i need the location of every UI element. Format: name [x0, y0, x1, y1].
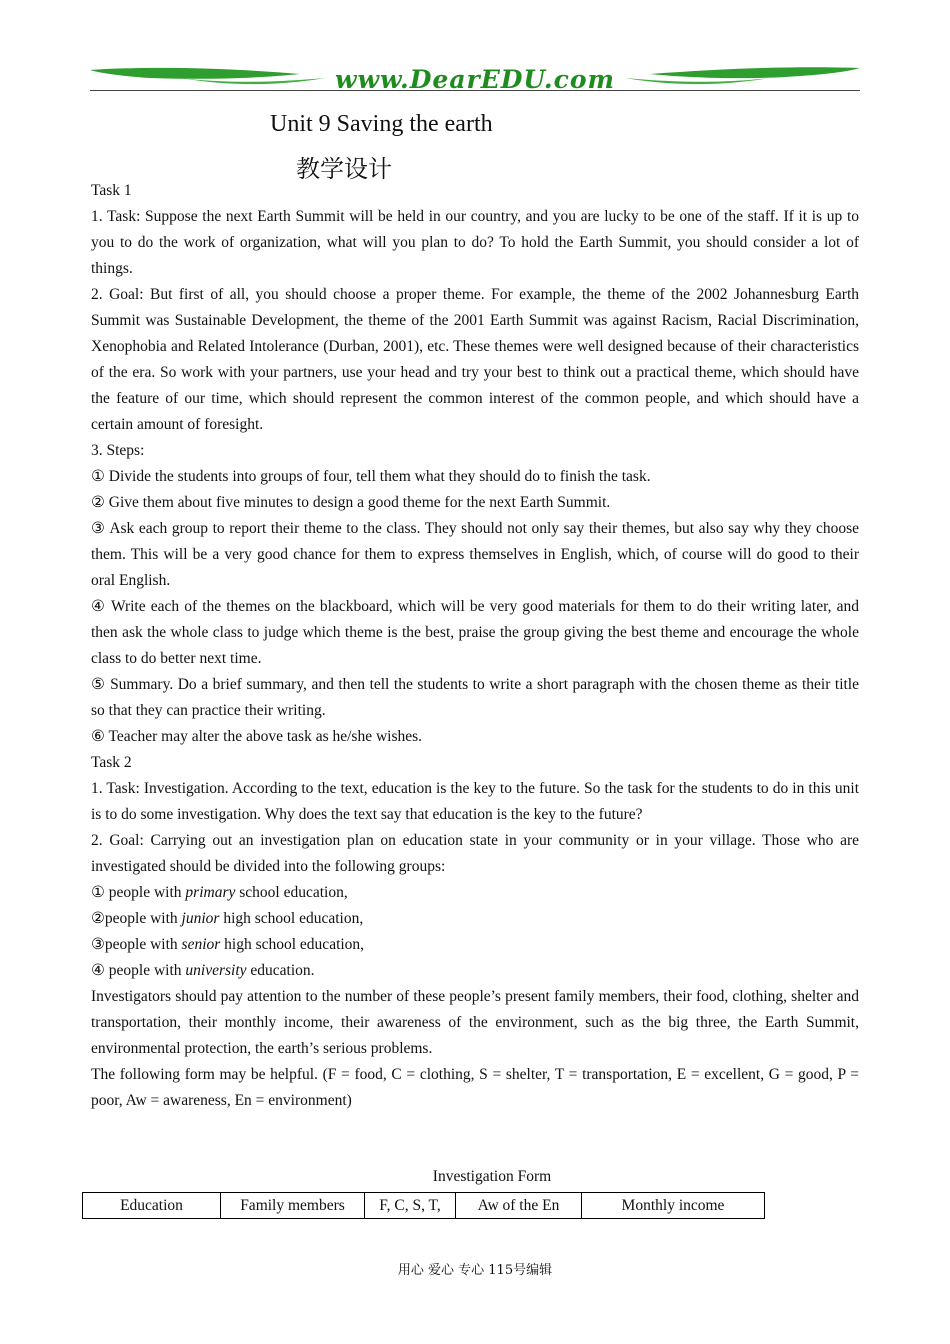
table-header-cell: Education — [83, 1193, 221, 1219]
table-header-cell: Family members — [221, 1193, 365, 1219]
page-subtitle: 教学设计 — [296, 155, 392, 183]
page-title: Unit 9 Saving the earth — [270, 111, 493, 137]
step-item: ⑤ Summary. Do a brief summary, and then tell the students to write a short paragraph with the chosen theme as their title so that they can practice their writing. — [91, 676, 859, 719]
steps-heading: 3. Steps: — [91, 442, 145, 459]
task2-goal-paragraph: 2. Goal: Carrying out an investigation plan on education state in your community or in your village. Those who are investigated should be divided into the following groups: — [91, 832, 859, 875]
task1-goal-paragraph: 2. Goal: But first of all, you should choose a proper theme. For example, the theme of the 2002 Johannesburg Earth Summit was Sustainable Development, the theme of the 2001 Earth Summit was against Racism, Racial Discrimination, Xenophobia and Related Intolerance (Durban, 2001), etc. These themes were well designed because of their characteristics of the era. So work with your partners, use your head and try your best to think out a practical theme, which should have the feature of our time, which should represent the common interest of the common people, and which should have a certain amount of foresight. — [91, 286, 859, 433]
group-item: ③people with senior high school education, — [91, 936, 365, 953]
header-divider — [90, 90, 860, 91]
page-footer: 用心 爱心 专心 115号编辑 — [397, 1263, 553, 1278]
task2-paragraph: 1. Task: Investigation. According to the text, education is the key to the future. So the task for the students to do in this unit is to do some investigation. Why does the text say that education is the key to the future? — [91, 780, 859, 823]
group-item: ① people with primary school education, — [91, 884, 348, 901]
group-item: ④ people with university education. — [91, 962, 315, 979]
table-header-row — [83, 1193, 765, 1219]
site-title: www.DearEDU.com — [334, 65, 615, 94]
step-item: ④ Write each of the themes on the blackboard, which will be very good materials for them to do their writing later, and then ask the whole class to judge which theme is the best, praise the group giving the best theme and encourage the whole class to do better next time. — [91, 598, 859, 667]
task2-heading: Task 2 — [91, 754, 132, 771]
investigators-paragraph: Investigators should pay attention to the number of these people’s present family members, their food, clothing, shelter and transportation, their monthly income, their awareness of the environment, such as the big three, the Earth Summit, environmental protection, the earth’s serious problems. — [91, 988, 859, 1057]
step-item: ① Divide the students into groups of four, tell them what they should do to finish the task. — [91, 468, 651, 485]
task1-heading: Task 1 — [91, 182, 132, 199]
task1-paragraph: 1. Task: Suppose the next Earth Summit will be held in our country, and you are lucky to be one of the staff. If it is up to you to do the work of organization, what will you plan to do? To hold the Earth Summit, you should consider a lot of things. — [91, 208, 859, 277]
document-body — [91, 178, 859, 1114]
table-header-cell: Aw of the En — [456, 1193, 582, 1219]
form-legend-paragraph: The following form may be helpful. (F = food, C = clothing, S = shelter, T = transportation, E = excellent, G = good, P = poor, Aw = awareness, En = environment) — [91, 1066, 859, 1109]
table-header-cell: F, C, S, T, — [365, 1193, 456, 1219]
step-item: ⑥ Teacher may alter the above task as he/she wishes. — [91, 728, 423, 745]
form-caption: Investigation Form — [432, 1168, 552, 1185]
step-item: ② Give them about five minutes to design a good theme for the next Earth Summit. — [91, 494, 611, 511]
group-item: ②people with junior high school education, — [91, 910, 364, 927]
step-item: ③ Ask each group to report their theme to the class. They should not only say their themes, but also say why they choose them. This will be a very good chance for them to express themselves in English, which, of course will do good to their oral English. — [91, 520, 859, 589]
investigation-form-table — [82, 1192, 765, 1219]
table-header-cell: Monthly income — [582, 1193, 765, 1219]
